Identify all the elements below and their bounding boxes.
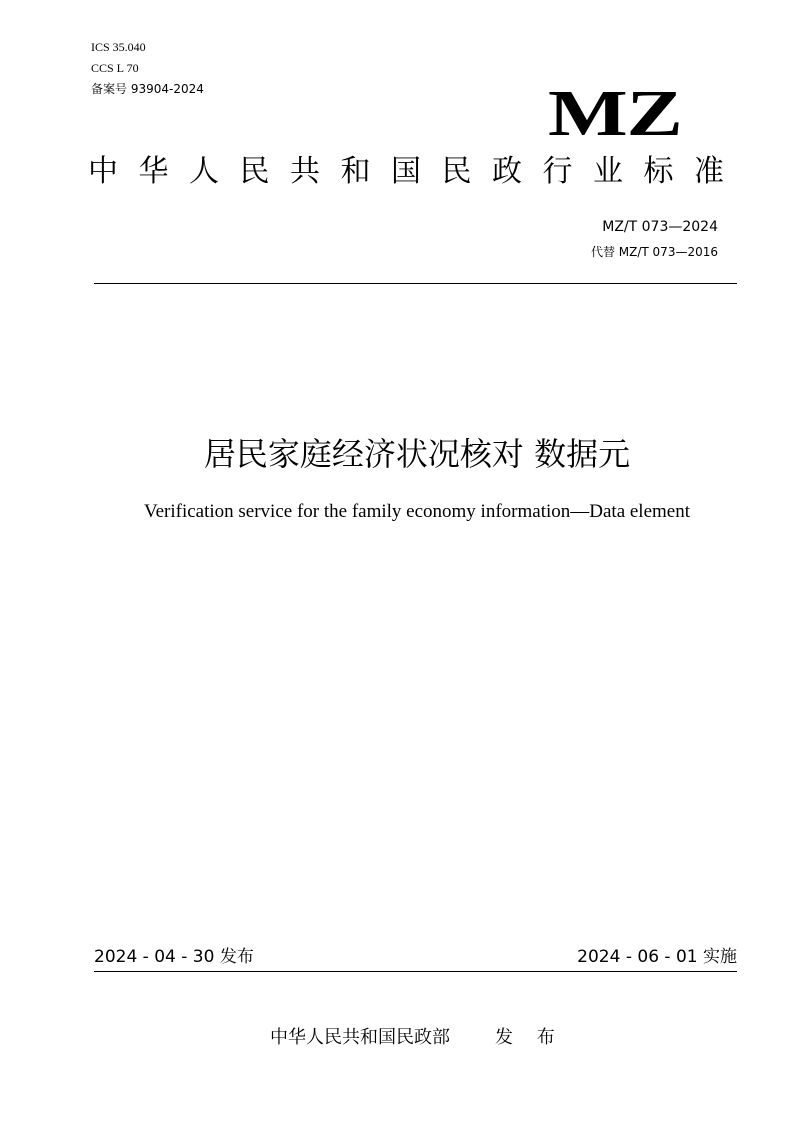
top-divider xyxy=(94,283,737,284)
mz-logo: MZ xyxy=(548,77,682,150)
document-title-english: Verification service for the family economy information—Data element xyxy=(143,501,691,522)
standard-code: MZ/T 073—2024 xyxy=(602,219,718,235)
replaced-standard-code: 代替 MZ/T 073—2016 xyxy=(590,245,718,259)
record-number: 备案号 93904-2024 xyxy=(91,82,204,96)
effective-date: 2024 - 06 - 01 实施 xyxy=(577,947,737,967)
publisher-name: 中华人民共和国民政部 xyxy=(270,1027,450,1048)
issue-date: 2024 - 04 - 30 发布 xyxy=(94,947,254,967)
ics-code: ICS 35.040 xyxy=(91,40,146,54)
document-title-chinese: 居民家庭经济状况核对 数据元 xyxy=(203,435,631,473)
bottom-divider xyxy=(94,971,737,972)
ccs-code: CCS L 70 xyxy=(91,61,139,75)
publish-label: 发 布 xyxy=(495,1027,564,1048)
standard-category-title: 中华人民共和国民政行业标准 xyxy=(88,154,745,189)
